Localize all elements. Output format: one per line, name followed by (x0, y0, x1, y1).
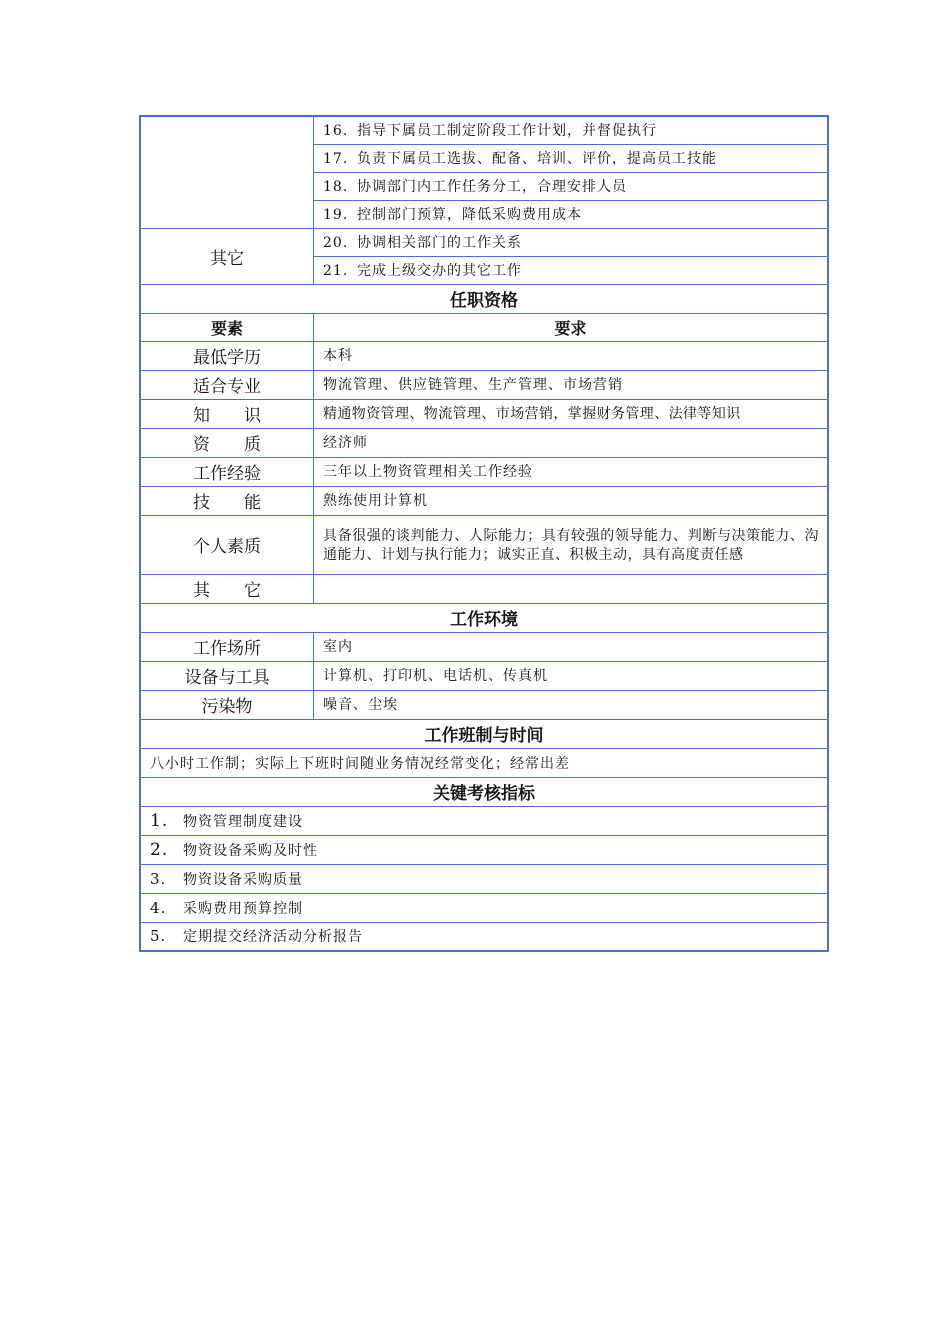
qualification-row (140, 341, 828, 370)
kpi-item: 5. 定期提交经济活动分析报告 (140, 922, 828, 951)
qualification-row (140, 486, 828, 515)
section-title-environment: 工作环境 (140, 603, 828, 632)
job-description-sheet (139, 115, 829, 952)
column-header-requirement: 要求 (314, 313, 829, 341)
section-title-schedule: 工作班制与时间 (140, 719, 828, 748)
kpi-row (140, 835, 828, 864)
duty-item: 20. 协调相关部门的工作关系 (314, 228, 829, 256)
kpi-item: 2. 物资设备采购及时性 (140, 835, 828, 864)
qualification-value: 物流管理、供应链管理、生产管理、市场营销 (314, 370, 829, 399)
column-header-element: 要素 (140, 313, 314, 341)
kpi-item: 1. 物资管理制度建设 (140, 806, 828, 835)
duty-item: 17. 负责下属员工选拔、配备、培训、评价，提高员工技能 (314, 144, 829, 172)
qualification-value: 熟练使用计算机 (314, 486, 829, 515)
environment-value: 计算机、打印机、电话机、传真机 (314, 661, 829, 690)
qualification-label: 技 能 (140, 486, 314, 515)
qualification-value: 具备很强的谈判能力、人际能力；具有较强的领导能力、判断与决策能力、沟通能力、计划与执行能力；诚实正直、积极主动，具有高度责任感 (314, 515, 829, 574)
qualification-label: 知 识 (140, 399, 314, 428)
qualification-label: 工作经验 (140, 457, 314, 486)
qualification-value: 三年以上物资管理相关工作经验 (314, 457, 829, 486)
qualification-value: 本科 (314, 341, 829, 370)
qualification-row (140, 370, 828, 399)
duty-category-cell (140, 116, 314, 228)
environment-label: 设备与工具 (140, 661, 314, 690)
qualification-value (314, 574, 829, 603)
qualification-row (140, 399, 828, 428)
section-title-kpi: 关键考核指标 (140, 777, 828, 806)
kpi-row (140, 806, 828, 835)
environment-row (140, 661, 828, 690)
qualification-label: 最低学历 (140, 341, 314, 370)
duty-row (140, 228, 828, 256)
qualification-label: 资 质 (140, 428, 314, 457)
environment-label: 工作场所 (140, 632, 314, 661)
section-title-qualifications: 任职资格 (140, 284, 828, 313)
environment-value: 室内 (314, 632, 829, 661)
qualification-label: 个人素质 (140, 515, 314, 574)
qualification-label: 适合专业 (140, 370, 314, 399)
schedule-text: 八小时工作制；实际上下班时间随业务情况经常变化；经常出差 (140, 748, 828, 777)
kpi-item: 3. 物资设备采购质量 (140, 864, 828, 893)
qualification-row (140, 515, 828, 574)
other-duties-label: 其它 (140, 228, 314, 284)
environment-row (140, 690, 828, 719)
duty-item: 16. 指导下属员工制定阶段工作计划，并督促执行 (314, 116, 829, 144)
environment-label: 污染物 (140, 690, 314, 719)
environment-value: 噪音、尘埃 (314, 690, 829, 719)
qualification-value: 经济师 (314, 428, 829, 457)
duty-item: 21. 完成上级交办的其它工作 (314, 256, 829, 284)
kpi-row (140, 922, 828, 951)
duty-row (140, 116, 828, 144)
job-description-table (139, 115, 829, 952)
qualification-label: 其 它 (140, 574, 314, 603)
qualification-value: 精通物资管理、物流管理、市场营销，掌握财务管理、法律等知识 (314, 399, 829, 428)
environment-row (140, 632, 828, 661)
duty-item: 18. 协调部门内工作任务分工，合理安排人员 (314, 172, 829, 200)
kpi-item: 4. 采购费用预算控制 (140, 893, 828, 922)
qualification-row (140, 457, 828, 486)
duty-item: 19. 控制部门预算，降低采购费用成本 (314, 200, 829, 228)
qualification-row (140, 428, 828, 457)
kpi-row (140, 893, 828, 922)
kpi-row (140, 864, 828, 893)
qualification-row (140, 574, 828, 603)
